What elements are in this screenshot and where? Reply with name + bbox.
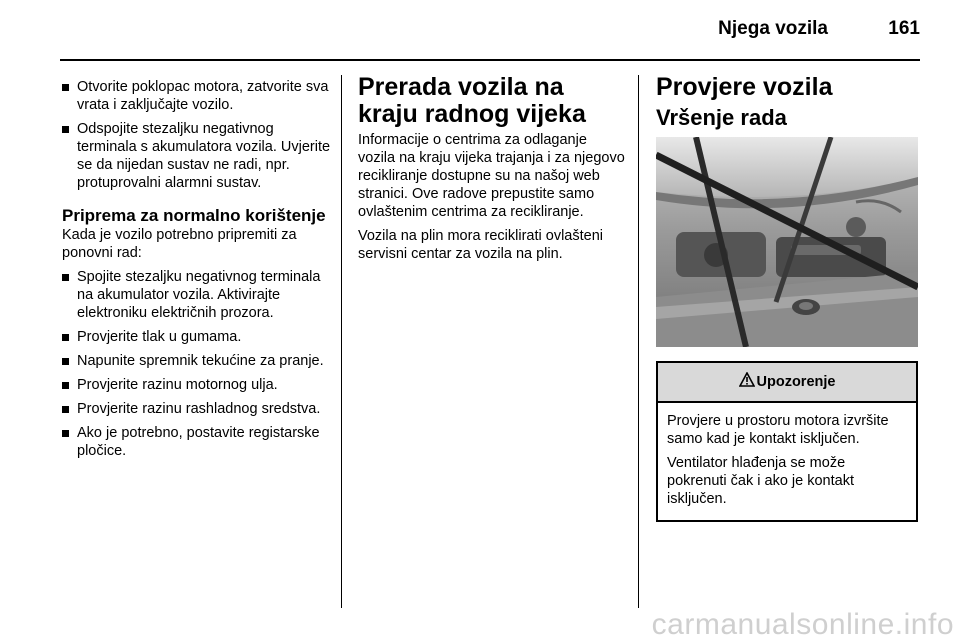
- bullet-square-icon: [62, 382, 69, 389]
- section-heading: Priprema za normalno korištenje: [62, 206, 326, 225]
- column-2: [358, 73, 626, 269]
- section-heading: Prerada vozila na kraju radnog vijeka: [358, 73, 586, 128]
- bullet-square-icon: [62, 358, 69, 365]
- bullet-square-icon: [62, 126, 69, 133]
- column-divider-1: [341, 75, 342, 608]
- warning-header: [658, 363, 916, 403]
- warning-box: [656, 361, 918, 522]
- list-item: Napunite spremnik tekućine za pranje.: [62, 352, 334, 370]
- bullet-square-icon: [62, 406, 69, 413]
- warning-body: [658, 403, 916, 520]
- list-item: Odspojite stezaljku negativnog terminala s akumulatora vozila. Uvjerite se da nijedan sustav ne radi, npr. protuprovalni alarmni sustav.: [62, 120, 334, 192]
- paragraph: Informacije o centrima za odlaganje vozila na kraju vijeka trajanja i za njegovo recikliranje dostupne su na našoj web stranici. Ove radove prepustite samo ovlaštenim centrima za recikliranje.: [358, 132, 625, 220]
- bullet-square-icon: [62, 430, 69, 437]
- paragraph: Vozila na plin mora reciklirati ovlašteni servisni centar za vozila na plin.: [358, 228, 603, 262]
- list-item: Provjerite tlak u gumama.: [62, 328, 334, 346]
- bullet-square-icon: [62, 334, 69, 341]
- bullet-list-top: [62, 78, 334, 192]
- list-item: Provjerite razinu motornog ulja.: [62, 376, 334, 394]
- warning-paragraph: Ventilator hlađenja se može pokrenuti čak i ako je kontakt isključen.: [667, 455, 854, 507]
- engine-bay-illustration: [656, 137, 918, 347]
- column-1: [62, 78, 334, 466]
- bullet-square-icon: [62, 274, 69, 281]
- column-divider-2: [638, 75, 639, 608]
- list-item: Ako je potrebno, postavite registarske pločice.: [62, 424, 334, 460]
- list-item: Otvorite poklopac motora, zatvorite sva vrata i zaključajte vozilo.: [62, 78, 334, 114]
- page-number: 161: [888, 18, 920, 39]
- section-title: Njega vozila: [718, 18, 828, 39]
- list-item: Provjerite razinu rashladnog sredstva.: [62, 400, 334, 418]
- header-rule: [60, 59, 920, 61]
- page-header: [60, 0, 920, 60]
- column-3: [656, 73, 922, 522]
- subheading: Vršenje rada: [656, 105, 787, 130]
- intro-text: Kada je vozilo potrebno pripremiti za ponovni rad:: [62, 227, 297, 261]
- bullet-list-bottom: [62, 268, 334, 460]
- list-item: Spojite stezaljku negativnog terminala na akumulator vozila. Aktivirajte elektroniku električnih prozora.: [62, 268, 334, 322]
- engine-bay-photo: [656, 137, 918, 347]
- warning-title: Upozorenje: [756, 374, 836, 390]
- warning-triangle-icon: [739, 372, 755, 392]
- bullet-square-icon: [62, 84, 69, 91]
- warning-paragraph: Provjere u prostoru motora izvršite samo kad je kontakt isključen.: [667, 413, 889, 447]
- watermark: carmanualsonline.info: [651, 608, 954, 641]
- section-heading: Provjere vozila: [656, 73, 833, 101]
